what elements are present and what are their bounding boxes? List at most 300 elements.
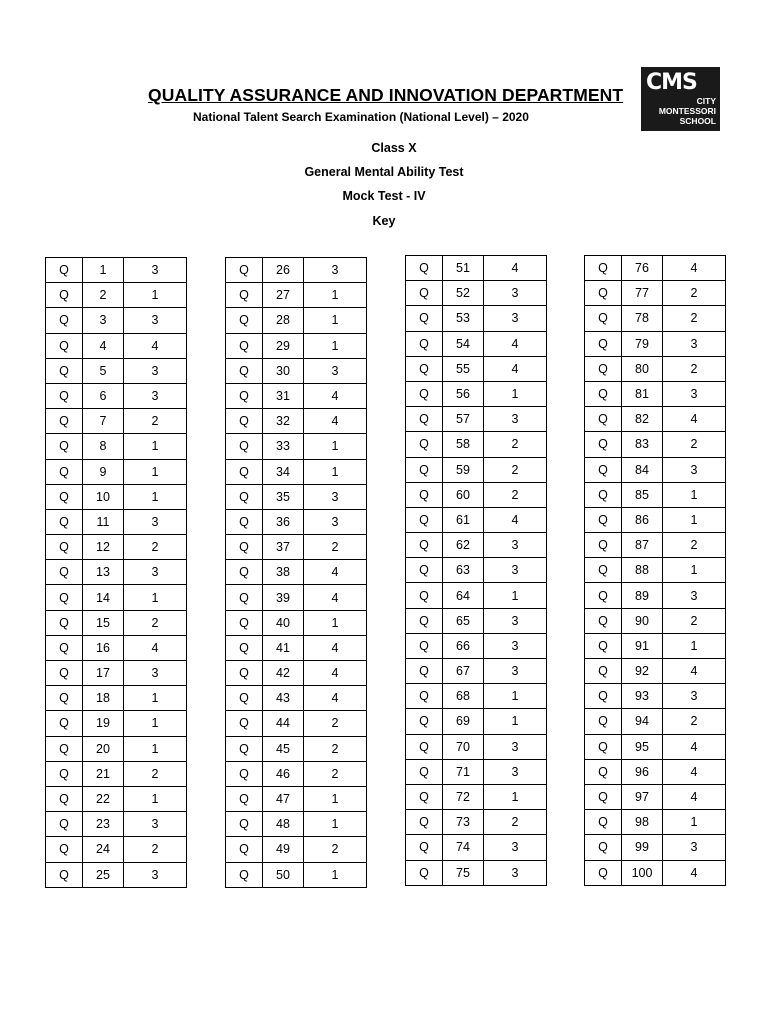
question-prefix: Q bbox=[585, 331, 622, 356]
answer-option: 4 bbox=[124, 333, 187, 358]
question-number: 34 bbox=[263, 459, 304, 484]
question-number: 10 bbox=[83, 484, 124, 509]
question-prefix: Q bbox=[226, 610, 263, 635]
question-number: 69 bbox=[443, 709, 484, 734]
question-number: 84 bbox=[622, 457, 663, 482]
question-prefix: Q bbox=[406, 633, 443, 658]
question-number: 96 bbox=[622, 759, 663, 784]
question-prefix: Q bbox=[46, 736, 83, 761]
question-number: 89 bbox=[622, 583, 663, 608]
table-row bbox=[406, 633, 547, 658]
question-number: 97 bbox=[622, 784, 663, 809]
answer-option: 4 bbox=[484, 507, 547, 532]
answer-option: 2 bbox=[663, 533, 726, 558]
question-prefix: Q bbox=[406, 381, 443, 406]
question-number: 44 bbox=[263, 711, 304, 736]
question-number: 19 bbox=[83, 711, 124, 736]
question-number: 98 bbox=[622, 810, 663, 835]
answer-option: 4 bbox=[484, 256, 547, 281]
table-row bbox=[406, 306, 547, 331]
question-number: 61 bbox=[443, 507, 484, 532]
question-prefix: Q bbox=[585, 659, 622, 684]
question-number: 49 bbox=[263, 837, 304, 862]
question-prefix: Q bbox=[46, 711, 83, 736]
question-prefix: Q bbox=[406, 306, 443, 331]
answer-option: 2 bbox=[304, 535, 367, 560]
table-row bbox=[46, 812, 187, 837]
answer-option: 3 bbox=[663, 331, 726, 356]
question-number: 24 bbox=[83, 837, 124, 862]
answer-option: 1 bbox=[304, 283, 367, 308]
table-row bbox=[406, 281, 547, 306]
table-row bbox=[585, 709, 726, 734]
table-row bbox=[406, 432, 547, 457]
question-number: 85 bbox=[622, 482, 663, 507]
question-prefix: Q bbox=[46, 585, 83, 610]
question-number: 33 bbox=[263, 434, 304, 459]
question-prefix: Q bbox=[585, 281, 622, 306]
answer-option: 1 bbox=[304, 862, 367, 887]
table-row bbox=[46, 837, 187, 862]
question-prefix: Q bbox=[46, 686, 83, 711]
question-prefix: Q bbox=[585, 306, 622, 331]
question-prefix: Q bbox=[406, 558, 443, 583]
question-prefix: Q bbox=[46, 761, 83, 786]
question-prefix: Q bbox=[46, 812, 83, 837]
question-prefix: Q bbox=[46, 358, 83, 383]
logo-line-school: SCHOOL bbox=[679, 116, 716, 126]
table-row bbox=[585, 507, 726, 532]
question-number: 65 bbox=[443, 608, 484, 633]
question-prefix: Q bbox=[46, 535, 83, 560]
question-number: 70 bbox=[443, 734, 484, 759]
table-row bbox=[226, 383, 367, 408]
answer-option: 4 bbox=[304, 635, 367, 660]
question-prefix: Q bbox=[226, 661, 263, 686]
table-row bbox=[46, 459, 187, 484]
answer-option: 4 bbox=[484, 331, 547, 356]
table-row bbox=[406, 558, 547, 583]
table-row bbox=[226, 635, 367, 660]
answer-option: 1 bbox=[304, 459, 367, 484]
question-prefix: Q bbox=[585, 507, 622, 532]
question-number: 67 bbox=[443, 659, 484, 684]
question-number: 5 bbox=[83, 358, 124, 383]
table-row bbox=[406, 810, 547, 835]
question-prefix: Q bbox=[406, 860, 443, 885]
class-label: Class X bbox=[371, 141, 417, 155]
question-prefix: Q bbox=[226, 383, 263, 408]
question-number: 60 bbox=[443, 482, 484, 507]
question-prefix: Q bbox=[406, 684, 443, 709]
question-number: 51 bbox=[443, 256, 484, 281]
answer-option: 1 bbox=[304, 610, 367, 635]
table-row bbox=[46, 308, 187, 333]
answer-option: 1 bbox=[304, 786, 367, 811]
question-number: 37 bbox=[263, 535, 304, 560]
table-row bbox=[226, 711, 367, 736]
question-number: 31 bbox=[263, 383, 304, 408]
question-number: 91 bbox=[622, 633, 663, 658]
question-number: 22 bbox=[83, 786, 124, 811]
table-row bbox=[406, 608, 547, 633]
question-number: 35 bbox=[263, 484, 304, 509]
answer-option: 2 bbox=[484, 457, 547, 482]
question-number: 36 bbox=[263, 509, 304, 534]
table-row bbox=[585, 583, 726, 608]
question-number: 14 bbox=[83, 585, 124, 610]
question-prefix: Q bbox=[46, 459, 83, 484]
question-prefix: Q bbox=[406, 533, 443, 558]
answer-option: 3 bbox=[124, 383, 187, 408]
question-prefix: Q bbox=[406, 281, 443, 306]
answer-option: 4 bbox=[663, 860, 726, 885]
answer-option: 1 bbox=[663, 482, 726, 507]
answer-option: 2 bbox=[484, 432, 547, 457]
question-prefix: Q bbox=[585, 709, 622, 734]
answer-option: 3 bbox=[124, 862, 187, 887]
question-number: 83 bbox=[622, 432, 663, 457]
question-number: 47 bbox=[263, 786, 304, 811]
table-row bbox=[226, 686, 367, 711]
question-prefix: Q bbox=[46, 258, 83, 283]
question-number: 30 bbox=[263, 358, 304, 383]
table-row bbox=[585, 633, 726, 658]
department-title: QUALITY ASSURANCE AND INNOVATION DEPARTMENT bbox=[148, 85, 624, 105]
question-prefix: Q bbox=[46, 635, 83, 660]
answer-option: 2 bbox=[124, 535, 187, 560]
question-prefix: Q bbox=[226, 736, 263, 761]
table-row bbox=[46, 484, 187, 509]
question-number: 43 bbox=[263, 686, 304, 711]
question-number: 41 bbox=[263, 635, 304, 660]
table-row bbox=[585, 860, 726, 885]
answer-option: 3 bbox=[663, 684, 726, 709]
question-prefix: Q bbox=[226, 484, 263, 509]
table-row bbox=[585, 759, 726, 784]
table-row bbox=[226, 434, 367, 459]
question-prefix: Q bbox=[585, 810, 622, 835]
table-row bbox=[46, 610, 187, 635]
question-prefix: Q bbox=[226, 786, 263, 811]
question-number: 40 bbox=[263, 610, 304, 635]
answer-option: 1 bbox=[484, 381, 547, 406]
answer-option: 2 bbox=[663, 432, 726, 457]
question-number: 79 bbox=[622, 331, 663, 356]
question-prefix: Q bbox=[585, 533, 622, 558]
question-prefix: Q bbox=[226, 711, 263, 736]
question-prefix: Q bbox=[226, 560, 263, 585]
question-number: 87 bbox=[622, 533, 663, 558]
table-row bbox=[226, 837, 367, 862]
mock-test-label: Mock Test - IV bbox=[342, 189, 426, 203]
table-row bbox=[406, 684, 547, 709]
table-row bbox=[46, 333, 187, 358]
question-prefix: Q bbox=[226, 686, 263, 711]
question-prefix: Q bbox=[226, 837, 263, 862]
question-prefix: Q bbox=[46, 308, 83, 333]
question-prefix: Q bbox=[226, 459, 263, 484]
table-row bbox=[406, 256, 547, 281]
exam-subtitle: National Talent Search Examination (National Level) – 2020 bbox=[193, 110, 529, 124]
table-row bbox=[406, 709, 547, 734]
table-row bbox=[46, 434, 187, 459]
answer-option: 1 bbox=[124, 686, 187, 711]
answer-option: 2 bbox=[484, 810, 547, 835]
question-prefix: Q bbox=[585, 256, 622, 281]
question-prefix: Q bbox=[406, 734, 443, 759]
answer-option: 4 bbox=[663, 784, 726, 809]
question-number: 8 bbox=[83, 434, 124, 459]
answer-option: 3 bbox=[484, 759, 547, 784]
table-row bbox=[226, 761, 367, 786]
question-number: 3 bbox=[83, 308, 124, 333]
question-prefix: Q bbox=[46, 484, 83, 509]
question-prefix: Q bbox=[46, 560, 83, 585]
question-number: 72 bbox=[443, 784, 484, 809]
question-prefix: Q bbox=[226, 585, 263, 610]
question-prefix: Q bbox=[226, 812, 263, 837]
table-row bbox=[46, 535, 187, 560]
question-number: 76 bbox=[622, 256, 663, 281]
answer-option: 2 bbox=[124, 761, 187, 786]
answer-option: 1 bbox=[663, 507, 726, 532]
question-prefix: Q bbox=[585, 457, 622, 482]
table-row bbox=[226, 459, 367, 484]
question-number: 50 bbox=[263, 862, 304, 887]
table-row bbox=[585, 784, 726, 809]
question-number: 2 bbox=[83, 283, 124, 308]
answer-option: 3 bbox=[484, 558, 547, 583]
question-prefix: Q bbox=[46, 837, 83, 862]
question-prefix: Q bbox=[585, 784, 622, 809]
logo-line-city: CITY bbox=[696, 96, 716, 106]
question-number: 95 bbox=[622, 734, 663, 759]
table-row bbox=[226, 308, 367, 333]
question-prefix: Q bbox=[46, 862, 83, 887]
question-number: 56 bbox=[443, 381, 484, 406]
question-number: 88 bbox=[622, 558, 663, 583]
table-row bbox=[585, 281, 726, 306]
question-prefix: Q bbox=[226, 635, 263, 660]
question-number: 53 bbox=[443, 306, 484, 331]
question-prefix: Q bbox=[406, 759, 443, 784]
answer-option: 2 bbox=[304, 711, 367, 736]
question-prefix: Q bbox=[406, 709, 443, 734]
answer-option: 2 bbox=[663, 356, 726, 381]
answer-option: 4 bbox=[663, 659, 726, 684]
table-row bbox=[406, 482, 547, 507]
answer-option: 2 bbox=[304, 837, 367, 862]
table-row bbox=[585, 331, 726, 356]
answer-option: 1 bbox=[484, 583, 547, 608]
question-number: 29 bbox=[263, 333, 304, 358]
question-prefix: Q bbox=[585, 407, 622, 432]
answer-option: 2 bbox=[124, 409, 187, 434]
answer-option: 4 bbox=[304, 409, 367, 434]
answer-option: 3 bbox=[663, 457, 726, 482]
answer-option: 2 bbox=[484, 482, 547, 507]
question-number: 75 bbox=[443, 860, 484, 885]
answer-option: 3 bbox=[304, 509, 367, 534]
question-prefix: Q bbox=[46, 409, 83, 434]
answer-option: 3 bbox=[484, 633, 547, 658]
table-row bbox=[46, 736, 187, 761]
answer-option: 4 bbox=[124, 635, 187, 660]
question-number: 28 bbox=[263, 308, 304, 333]
question-number: 25 bbox=[83, 862, 124, 887]
question-prefix: Q bbox=[46, 509, 83, 534]
table-row bbox=[585, 835, 726, 860]
question-prefix: Q bbox=[585, 356, 622, 381]
answer-option: 2 bbox=[124, 837, 187, 862]
question-number: 46 bbox=[263, 761, 304, 786]
answer-option: 3 bbox=[124, 258, 187, 283]
table-row bbox=[406, 759, 547, 784]
answer-option: 1 bbox=[304, 333, 367, 358]
table-row bbox=[226, 484, 367, 509]
answer-option: 1 bbox=[124, 736, 187, 761]
table-row bbox=[585, 533, 726, 558]
table-row bbox=[46, 686, 187, 711]
answer-option: 3 bbox=[304, 484, 367, 509]
table-row bbox=[406, 407, 547, 432]
question-prefix: Q bbox=[406, 608, 443, 633]
answer-option: 3 bbox=[124, 812, 187, 837]
school-logo bbox=[641, 67, 720, 131]
question-prefix: Q bbox=[406, 507, 443, 532]
answer-option: 3 bbox=[304, 258, 367, 283]
answer-option: 1 bbox=[304, 308, 367, 333]
question-prefix: Q bbox=[46, 661, 83, 686]
answer-option: 3 bbox=[124, 509, 187, 534]
question-number: 92 bbox=[622, 659, 663, 684]
table-row bbox=[585, 608, 726, 633]
table-row bbox=[46, 560, 187, 585]
question-prefix: Q bbox=[585, 734, 622, 759]
answer-option: 3 bbox=[484, 734, 547, 759]
answer-key-table-1 bbox=[45, 257, 187, 888]
question-prefix: Q bbox=[46, 333, 83, 358]
question-number: 45 bbox=[263, 736, 304, 761]
answer-option: 2 bbox=[304, 761, 367, 786]
question-prefix: Q bbox=[406, 810, 443, 835]
test-name: General Mental Ability Test bbox=[304, 165, 464, 179]
answer-option: 3 bbox=[663, 835, 726, 860]
table-row bbox=[226, 862, 367, 887]
question-number: 26 bbox=[263, 258, 304, 283]
answer-option: 2 bbox=[124, 610, 187, 635]
question-prefix: Q bbox=[585, 608, 622, 633]
question-number: 52 bbox=[443, 281, 484, 306]
question-number: 77 bbox=[622, 281, 663, 306]
answer-option: 2 bbox=[663, 281, 726, 306]
table-row bbox=[585, 306, 726, 331]
question-number: 4 bbox=[83, 333, 124, 358]
question-number: 82 bbox=[622, 407, 663, 432]
question-prefix: Q bbox=[46, 283, 83, 308]
question-number: 63 bbox=[443, 558, 484, 583]
table-row bbox=[46, 258, 187, 283]
question-number: 90 bbox=[622, 608, 663, 633]
question-number: 59 bbox=[443, 457, 484, 482]
question-prefix: Q bbox=[226, 434, 263, 459]
question-number: 55 bbox=[443, 356, 484, 381]
answer-option: 3 bbox=[663, 583, 726, 608]
question-prefix: Q bbox=[46, 786, 83, 811]
question-number: 1 bbox=[83, 258, 124, 283]
table-row bbox=[406, 583, 547, 608]
answer-option: 3 bbox=[484, 835, 547, 860]
table-row bbox=[46, 635, 187, 660]
question-prefix: Q bbox=[406, 432, 443, 457]
question-number: 48 bbox=[263, 812, 304, 837]
question-number: 32 bbox=[263, 409, 304, 434]
answer-option: 3 bbox=[484, 608, 547, 633]
question-prefix: Q bbox=[406, 835, 443, 860]
question-number: 99 bbox=[622, 835, 663, 860]
answer-option: 1 bbox=[663, 810, 726, 835]
answer-option: 1 bbox=[304, 812, 367, 837]
question-number: 58 bbox=[443, 432, 484, 457]
question-prefix: Q bbox=[226, 409, 263, 434]
question-prefix: Q bbox=[226, 258, 263, 283]
answer-key-table-4 bbox=[584, 255, 726, 886]
answer-option: 1 bbox=[304, 434, 367, 459]
table-row bbox=[46, 283, 187, 308]
answer-option: 3 bbox=[484, 281, 547, 306]
table-row bbox=[585, 381, 726, 406]
question-number: 6 bbox=[83, 383, 124, 408]
answer-option: 2 bbox=[663, 306, 726, 331]
question-prefix: Q bbox=[226, 862, 263, 887]
table-row bbox=[406, 659, 547, 684]
answer-key-table-2 bbox=[225, 257, 367, 888]
question-number: 78 bbox=[622, 306, 663, 331]
answer-option: 2 bbox=[663, 608, 726, 633]
table-row bbox=[226, 736, 367, 761]
table-row bbox=[406, 734, 547, 759]
question-prefix: Q bbox=[585, 381, 622, 406]
question-number: 57 bbox=[443, 407, 484, 432]
answer-option: 1 bbox=[484, 684, 547, 709]
question-number: 54 bbox=[443, 331, 484, 356]
question-number: 18 bbox=[83, 686, 124, 711]
answer-option: 1 bbox=[124, 283, 187, 308]
question-number: 80 bbox=[622, 356, 663, 381]
answer-option: 4 bbox=[304, 686, 367, 711]
answer-option: 4 bbox=[304, 383, 367, 408]
question-prefix: Q bbox=[585, 684, 622, 709]
question-prefix: Q bbox=[226, 308, 263, 333]
table-row bbox=[46, 786, 187, 811]
table-row bbox=[226, 509, 367, 534]
question-number: 11 bbox=[83, 509, 124, 534]
question-number: 17 bbox=[83, 661, 124, 686]
question-prefix: Q bbox=[226, 535, 263, 560]
table-row bbox=[406, 507, 547, 532]
question-prefix: Q bbox=[46, 434, 83, 459]
answer-option: 3 bbox=[484, 407, 547, 432]
question-number: 66 bbox=[443, 633, 484, 658]
question-prefix: Q bbox=[585, 835, 622, 860]
question-number: 20 bbox=[83, 736, 124, 761]
question-prefix: Q bbox=[406, 659, 443, 684]
question-number: 12 bbox=[83, 535, 124, 560]
question-number: 38 bbox=[263, 560, 304, 585]
question-number: 13 bbox=[83, 560, 124, 585]
question-prefix: Q bbox=[585, 482, 622, 507]
